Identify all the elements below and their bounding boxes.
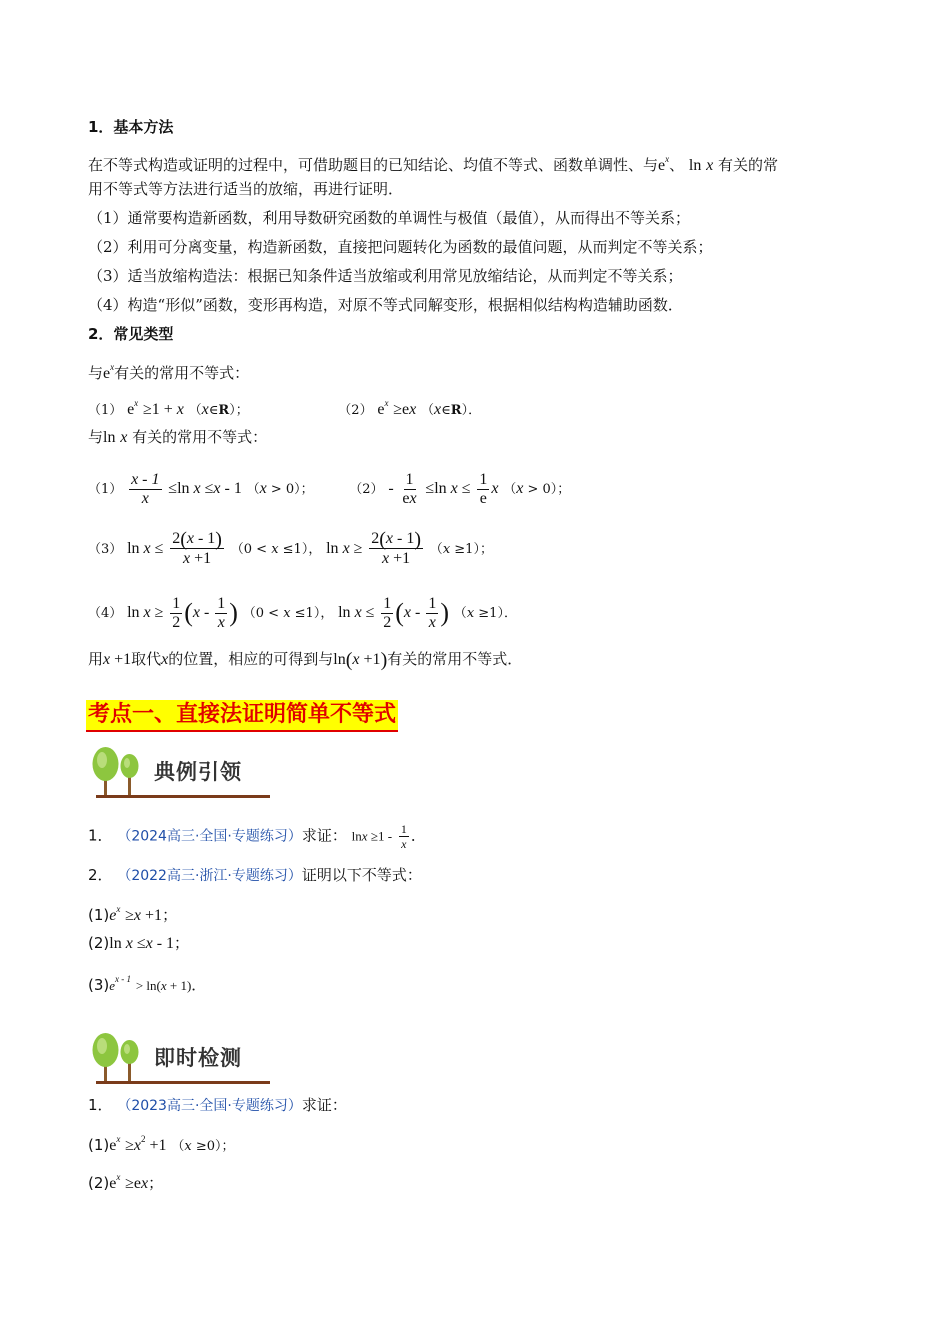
ln-inequality-row-2: （3） ln x ≤ $\frac{2(x - 1)}{x +1}$ （0 < x ≤1）， ln x ≥ $\frac{2(x - 1)}{x +1}$ （x ≥1）； xyxy=(88,528,493,568)
substitution-line: 用x +1取代x的位置，相应的可得到与ln(x +1)有关的常用不等式． xyxy=(88,649,523,671)
topic-heading: 考点一、直接法证明简单不等式 xyxy=(86,700,398,732)
banner-checks xyxy=(88,1032,270,1084)
banner-underline xyxy=(96,795,270,798)
ex-inequality-row: （1） $e^x \ge 1 + x$ （x∈R）； （2） $e^x \ge ex$ （x∈R）． xyxy=(88,398,482,418)
method-item-3: （3）适当放缩构造法：根据已知条件适当放缩或利用常见放缩结论，从而判定不等关系； xyxy=(88,267,683,285)
example-part-2: (2)ln x ≤x - 1； xyxy=(88,934,190,952)
intro-line-1: 在不等式构造或证明的过程中，可借助题目的已知结论、均值不等式、函数单调性、与$e^x$、 ln x 有关的常 xyxy=(88,154,779,174)
banner-title: 即时检测 xyxy=(154,1046,242,1070)
example-question-2: 2． （2022高三·浙江·专题练习）证明以下不等式： xyxy=(88,866,422,884)
example-part-1: $(1)e^x \ge x +1$； xyxy=(88,904,178,924)
ln-inequality-row-1: （1） $\frac{x - 1}{x}$ ≤ln x ≤x - 1 （x > 0）； （2） - $\frac{1}{ex}$ ≤ln x ≤ $\frac{1}{e}$ x （x > 0）； xyxy=(88,470,571,507)
example-part-3: $(3)e^{x - 1} > \ln(x + 1)$． xyxy=(88,974,207,994)
method-item-2: （2）利用可分离变量，构造新函数，直接把问题转化为函数的最值问题，从而判定不等关系； xyxy=(88,238,713,256)
method-item-1: （1）通常要构造新函数，利用导数研究函数的单调性与极值（最值），从而得出不等关系； xyxy=(88,209,691,227)
example-question-1: 1． （2024高三·全国·专题练习）求证： lnx ≥1 - $\frac{1}{x}$ ． xyxy=(88,822,426,851)
banner-underline xyxy=(96,1081,270,1084)
check-part-1: $(1)e^x \ge x^2 +1$ （x ≥0）； xyxy=(88,1134,235,1154)
tree-icon xyxy=(88,1032,150,1084)
banner-examples xyxy=(88,746,270,798)
tree-icon xyxy=(88,746,150,798)
intro-line-2: 用不等式等方法进行适当的放缩，再进行证明． xyxy=(88,180,404,198)
check-part-2: $(2)e^x \ge ex$； xyxy=(88,1172,164,1192)
ln-inequality-row-3: （4） ln x ≥ $\frac{1}{2}$ (x - $\frac{1}{x}$ ) （0 < x ≤1）， ln x ≤ $\frac{1}{2}$ (x - $\frac{1}{x}$ ) （x ≥1）． xyxy=(88,594,517,631)
ex-intro-line: 与$e^x$有关的常用不等式： xyxy=(88,362,250,382)
ln-intro-line: 与ln x 有关的常用不等式： xyxy=(88,428,268,446)
section-title-common-types: 2．常见类型 xyxy=(88,325,174,343)
method-item-4: （4）构造“形似”函数，变形再构造，对原不等式同解变形，根据相似结构构造辅助函数． xyxy=(88,296,683,314)
banner-title: 典例引领 xyxy=(154,760,242,784)
check-question-1: 1． （2023高三·全国·专题练习）求证： xyxy=(88,1096,347,1114)
section-title-basic-method: 1．基本方法 xyxy=(88,118,174,136)
